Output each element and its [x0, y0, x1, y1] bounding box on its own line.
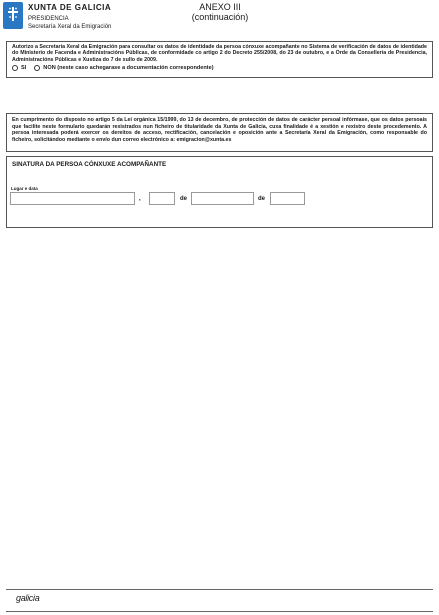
consent-section — [6, 41, 433, 78]
radio-no[interactable] — [34, 65, 40, 71]
department-name: PRESIDENCIA — [28, 16, 69, 22]
consent-options — [12, 65, 427, 71]
consent-text: Autorizo a Secretaría Xeral da Emigración para consultar os datos de identidade da persoa cónxuxe acompañante no Sistema de verificación de datos de identidade do Ministerio de Facenda e Administracións Públicas, de conformidade co artigo 2 do Decreto 255/2008, do 23 de outubro, e a Orde da Consellería de Presidencia, Administracións Públicas e Xustiza do 7 de xullo de 2009. — [12, 44, 427, 63]
option-no-label: NON (neste caso achegarase a documentación correspondente) — [43, 65, 214, 72]
option-no[interactable] — [34, 65, 213, 71]
coat-of-arms-icon — [3, 2, 23, 29]
radio-yes[interactable] — [12, 65, 18, 71]
de-separator-2: de — [258, 196, 266, 202]
month-field[interactable] — [191, 192, 254, 205]
xunta-logo — [3, 2, 143, 36]
option-yes[interactable] — [12, 65, 26, 71]
annex-title-block — [165, 2, 275, 22]
footer-top-rule — [6, 589, 433, 590]
option-yes-label: SI — [21, 65, 27, 72]
year-field[interactable] — [270, 192, 305, 205]
signature-heading: SINATURA DA PERSOA CÓNXUXE ACOMPAÑANTE — [12, 161, 167, 168]
footer-bottom-rule — [6, 611, 433, 612]
de-separator-1: de — [180, 196, 188, 202]
annex-subtitle: (continuación) — [191, 12, 249, 22]
privacy-notice-section — [6, 113, 433, 152]
place-date-label: Lugar e data — [11, 186, 38, 191]
day-field[interactable] — [149, 192, 175, 205]
comma-separator: , — [139, 196, 141, 202]
annex-title: ANEXO III — [199, 2, 241, 12]
place-field[interactable] — [10, 192, 135, 205]
org-name: XUNTA DE GALICIA — [28, 3, 112, 12]
subdepartment-name: Secretaría Xeral da Emigración — [28, 24, 112, 30]
galicia-footer-logo: galicia — [16, 593, 40, 603]
privacy-notice-text: En cumprimento do disposto no artigo 5 da Lei orgánica 15/1999, do 13 de decembro, de protección de datos de carácter persoal infórmase, que os datos persoais que facilite neste formulario quedarán rexistrados nun ficheiro de titularidade da Xunta de Galicia, cuxa finalidade é a xestión e rexistro deste procedemento. A persoa interesada poderá exercer os dereitos de acceso, rectificación, cancelación e oposición ante a Secretaría Xeral da Emigración, como responsable do ficheiro, solicitándoo mediante o envío dun correo electrónico a: emigracion@xunta.es — [12, 117, 427, 143]
